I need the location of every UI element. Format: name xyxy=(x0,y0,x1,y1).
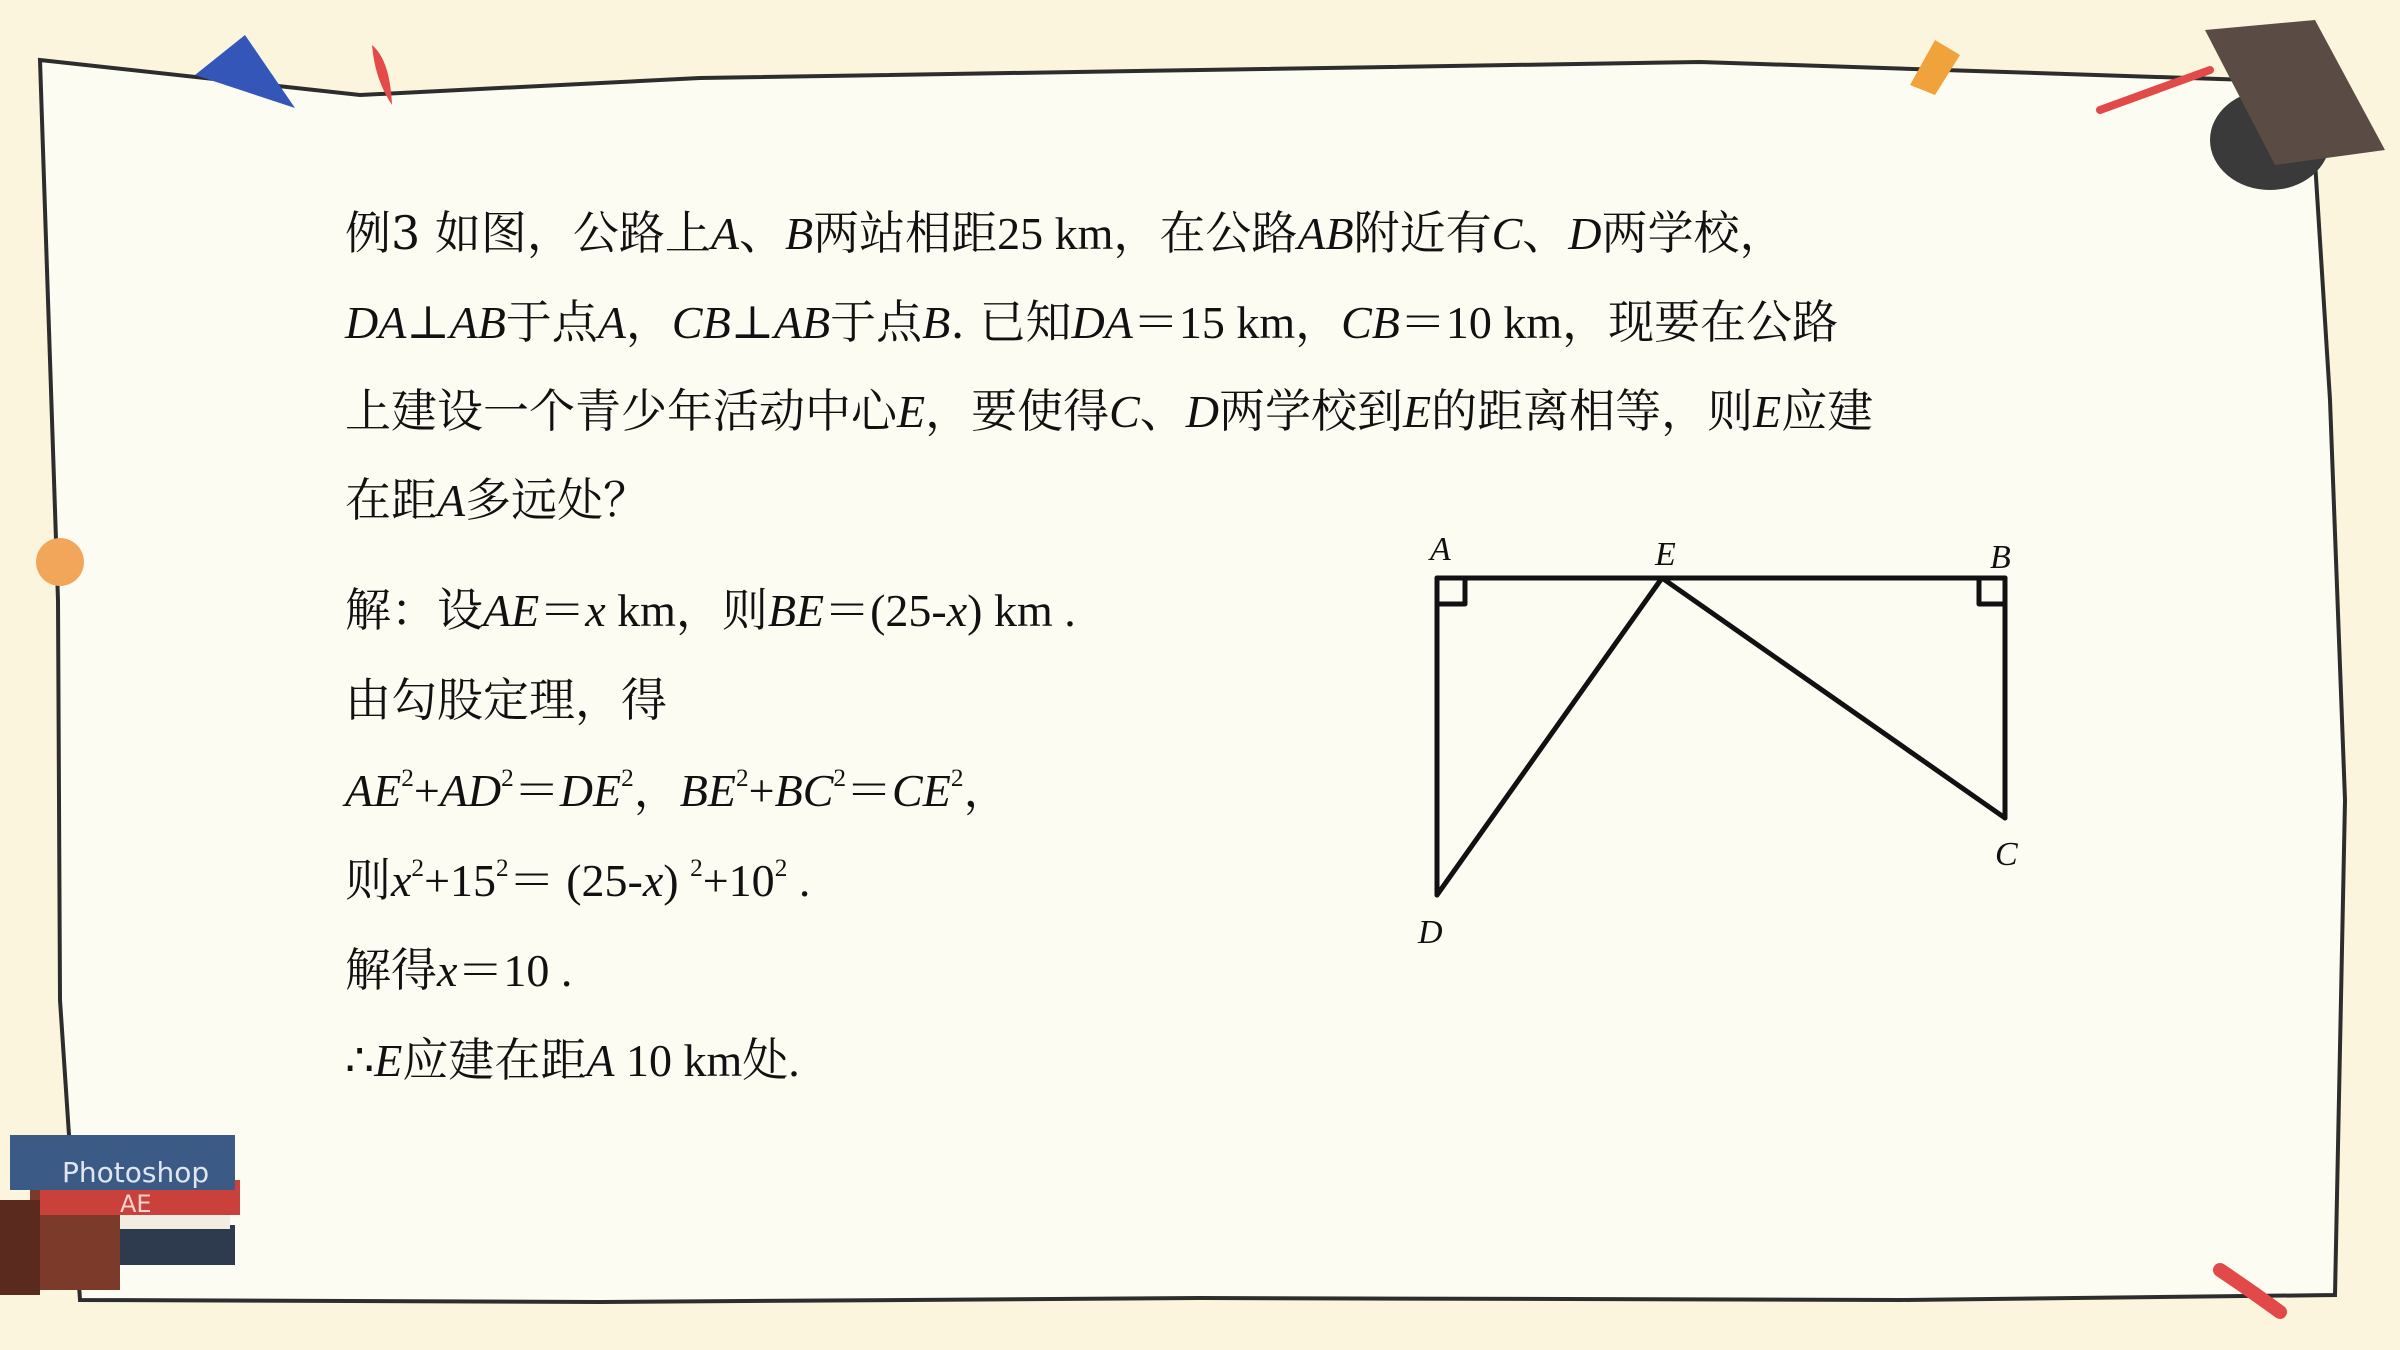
book-spine-text-1: Photoshop xyxy=(62,1156,210,1189)
right-angle-b xyxy=(1979,578,2005,604)
point-label-e: E xyxy=(1655,536,1676,573)
point-label-a: A xyxy=(1430,531,1451,568)
geometry-diagram xyxy=(1400,520,2100,970)
solution-line-4: 则$x^2+15^2= (25-x)$ $^2+10^2$ . xyxy=(345,853,811,907)
solution-line-2: 由勾股定理，得 xyxy=(345,673,667,727)
segment-de xyxy=(1437,578,1662,895)
problem-line-2: DA⊥AB于点A，CB⊥AB于点B. 已知DA＝15 km，CB＝10 km，现要在公路 xyxy=(345,295,1839,349)
solution-line-5: 解得x＝10 . xyxy=(345,943,573,997)
solution-line-3: $AE^2+AD^2=DE^2$，$BE^2+BC^2=CE^2$， xyxy=(345,763,1010,817)
problem-line-4: 在距A多远处？ xyxy=(345,473,650,527)
orange-dot-decor xyxy=(36,538,84,586)
solution-line-1: 解：设AE＝x km，则BE＝(25-x) km . xyxy=(345,583,1076,637)
point-label-c: C xyxy=(1995,836,2018,873)
solution-line-6: ∴E应建在距A 10 km处. xyxy=(345,1033,800,1087)
segment-ec xyxy=(1662,578,2005,818)
right-angle-a xyxy=(1437,578,1465,604)
point-label-b: B xyxy=(1990,539,2011,576)
problem-line-1: 例3 如图，公路上A、B两站相距25 km，在公路AB附近有C、D两学校， xyxy=(345,206,1786,260)
problem-line-3: 上建设一个青少年活动中心E，要使得C、D两学校到E的距离相等，则E应建 xyxy=(345,384,1874,438)
example-label: 例3 xyxy=(345,206,421,260)
book-spine-text-2: AE xyxy=(120,1190,152,1218)
point-label-d: D xyxy=(1418,914,1443,951)
